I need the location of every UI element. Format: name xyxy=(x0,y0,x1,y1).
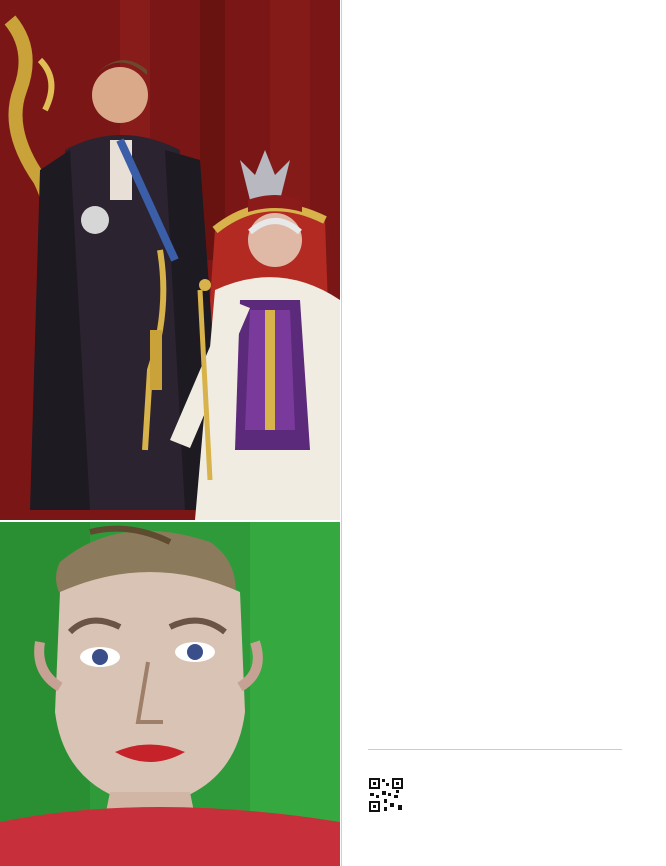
cover-photo-royals xyxy=(0,0,340,520)
royals-illustration xyxy=(0,0,340,520)
table-of-contents xyxy=(368,130,622,133)
digital-abo-promo[interactable] xyxy=(368,775,622,821)
credits-divider xyxy=(341,0,355,866)
cover-painting-portrait xyxy=(0,522,340,866)
divider xyxy=(368,749,622,750)
qr-code-icon[interactable] xyxy=(368,777,404,813)
portrait-illustration xyxy=(0,522,340,866)
page-footer xyxy=(615,833,622,845)
